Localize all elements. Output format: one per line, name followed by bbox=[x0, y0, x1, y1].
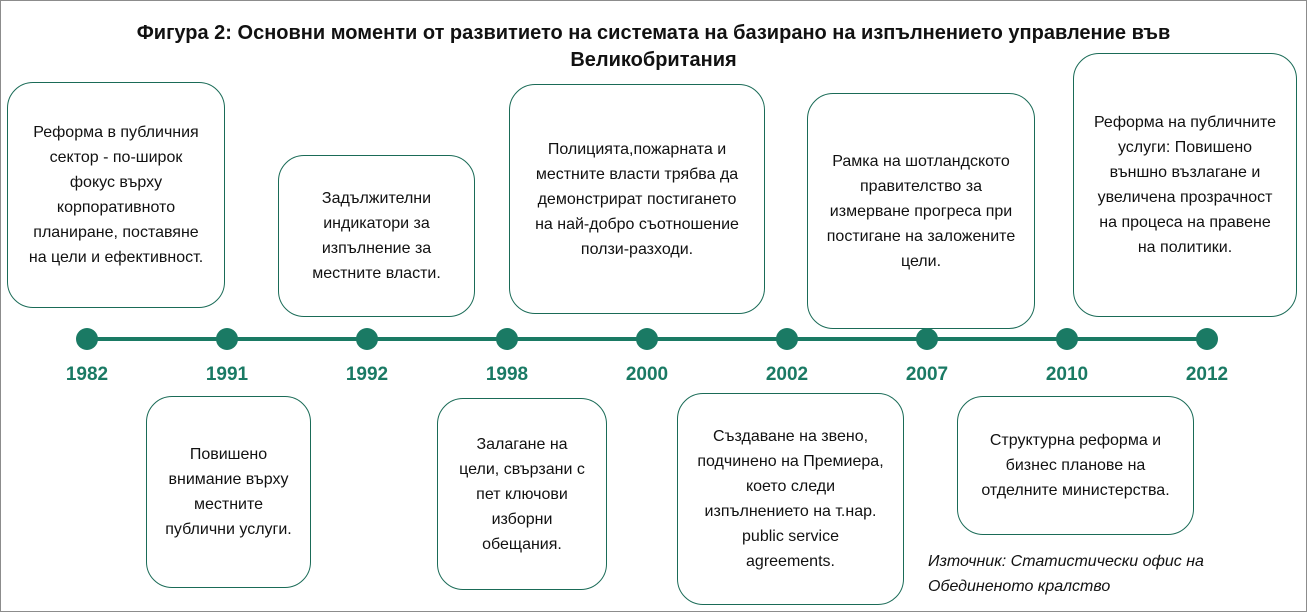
year-label-2012: 2012 bbox=[1185, 364, 1229, 385]
event-card-2002 bbox=[677, 393, 904, 605]
event-card-2007 bbox=[807, 93, 1035, 329]
event-text-2012: Реформа на публичните услуги: Повишено външно възлагане и увеличена прозрачност на процеса на правене на политики. bbox=[1093, 114, 1277, 256]
year-label-2002: 2002 bbox=[765, 364, 809, 385]
timeline-dot-1991 bbox=[216, 328, 238, 350]
event-text-1991: Повишено внимание върху местните публични услуги. bbox=[165, 446, 292, 538]
event-card-1982 bbox=[7, 82, 225, 308]
event-card-2010 bbox=[957, 396, 1194, 535]
timeline-dot-1998 bbox=[496, 328, 518, 350]
event-text-1992: Задължителни индикатори за изпълнение за местните власти. bbox=[312, 190, 441, 282]
event-card-1992 bbox=[278, 155, 475, 317]
timeline-dot-2012 bbox=[1196, 328, 1218, 350]
year-label-1992: 1992 bbox=[345, 364, 389, 385]
source-note: Източник: Статистически офис на Обединеното кралство bbox=[928, 553, 1204, 595]
year-label-1998: 1998 bbox=[485, 364, 529, 385]
timeline-dot-1992 bbox=[356, 328, 378, 350]
event-card-2012 bbox=[1073, 53, 1297, 317]
year-label-1982: 1982 bbox=[65, 364, 109, 385]
timeline-dot-1982 bbox=[76, 328, 98, 350]
year-label-1991: 1991 bbox=[205, 364, 249, 385]
year-label-2007: 2007 bbox=[905, 364, 949, 385]
event-text-2010: Структурна реформа и бизнес планове на отделните министерства. bbox=[981, 432, 1170, 499]
event-text-1982: Реформа в публичния сектор - по-широк фокус върху корпоративното планиране, поставяне на цели и ефективност. bbox=[28, 124, 204, 266]
event-text-2007: Рамка на шотландското правителство за измерване прогреса при постигане на заложените цели. bbox=[826, 152, 1016, 270]
year-label-2000: 2000 bbox=[625, 364, 669, 385]
year-label-2010: 2010 bbox=[1045, 364, 1089, 385]
event-card-1998 bbox=[437, 398, 607, 590]
timeline-dot-2010 bbox=[1056, 328, 1078, 350]
timeline-dot-2002 bbox=[776, 328, 798, 350]
event-text-1998: Залагане на цели, свързани с пет ключови изборни обещания. bbox=[459, 435, 585, 553]
timeline-dot-2000 bbox=[636, 328, 658, 350]
timeline-dot-2007 bbox=[916, 328, 938, 350]
figure-title: Фигура 2: Основни моменти от развитието на системата на базирано на изпълнението управление във Великобритания bbox=[136, 22, 1171, 71]
event-text-2000: Полицията,пожарната и местните власти трябва да демонстрират постигането на най-добро съотношение ползи-разходи. bbox=[535, 140, 739, 258]
event-card-2000 bbox=[509, 84, 765, 314]
event-text-2002: Създаване на звено, подчинено на Премиера, което следи изпълнението на т.нар. public service agreements. bbox=[697, 428, 884, 570]
event-card-1991 bbox=[146, 396, 311, 588]
